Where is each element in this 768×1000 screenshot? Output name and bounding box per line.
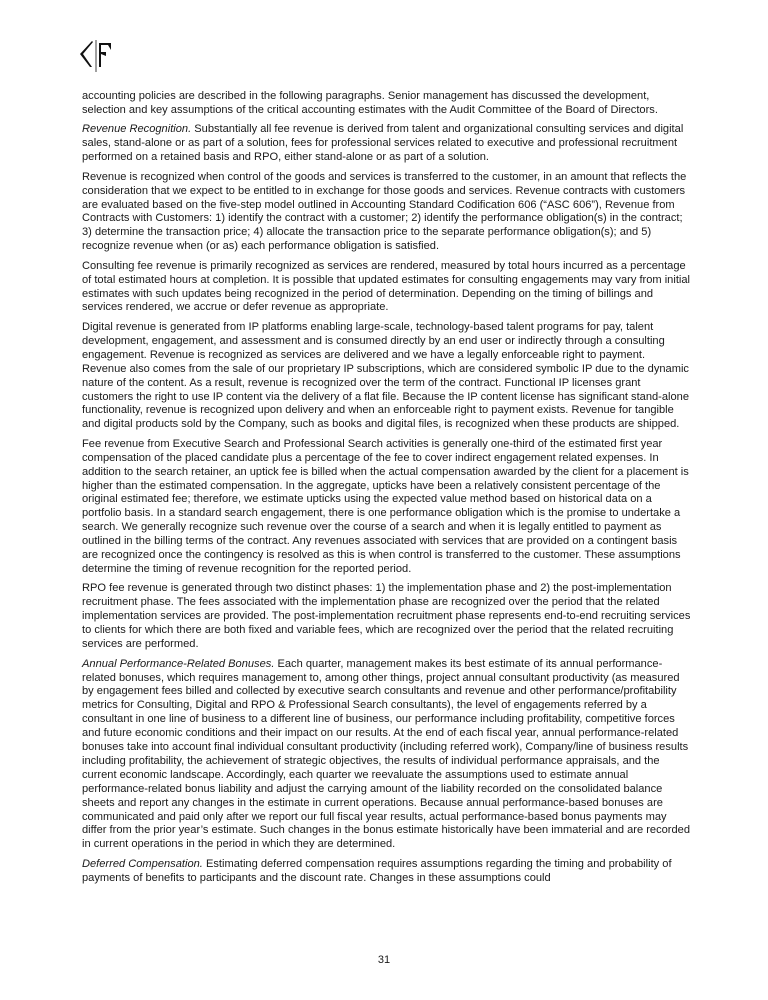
paragraph: Digital revenue is generated from IP platforms enabling large-scale, technology-based talent programs for pay, talent development, engagement, and assessment and is consumed directly by an end user or indirectly through a consulting engagement. Revenue is recognized as services are delivered and we have a legally enforceable right to payment. Revenue also comes from the sale of our proprietary IP subscriptions, which are considered symbolic IP due to the dynamic nature of the content. As a result, revenue is recognized over the term of the contract. Functional IP licenses grant customers the right to use IP content via the delivery of a flat file. Because the IP content license has significant stand-alone functionality, revenue is recognized upon delivery and when an enforceable right to payment exists. Revenue for tangible and digital products sold by the Company, such as books and digital files, is recognized when these products are shipped. xyxy=(82,320,690,431)
company-logo xyxy=(78,38,118,78)
paragraph: accounting policies are described in the following paragraphs. Senior management has discussed the development, selection and key assumptions of the critical accounting estimates with the Audit Committee of the Board of Directors. xyxy=(82,90,658,116)
section-lead: Revenue Recognition. xyxy=(82,123,192,136)
paragraph: RPO fee revenue is generated through two distinct phases: 1) the implementation phase and 2) the post-implementation recruitment phase. The fees associated with the implementation phase are recognized over the period that the related implementation services are provided. The post-implementation recruitment phase represents end-to-end recruiting services to clients for which there are both fixed and variable fees, which are recognized over the period that the related recruiting services are performed. xyxy=(82,582,691,651)
document-body xyxy=(82,90,692,891)
page-number: 31 xyxy=(377,954,391,966)
paragraph: Consulting fee revenue is primarily recognized as services are rendered, measured by total hours incurred as a percentage of total estimated hours at completion. It is possible that updated estimates for consulting engagements may vary from initial estimates with such updates being recognized in the period of determination. Depending on the timing of billings and services rendered, we accrue or defer revenue as appropriate. xyxy=(82,259,691,314)
paragraph: Revenue is recognized when control of the goods and services is transferred to the customer, in an amount that reflects the consideration that we expect to be entitled to in exchange for those goods and services. Revenue contracts with customers are evaluated based on the five-step model outlined in Accounting Standard Codification 606 (“ASC 606”), Revenue from Contracts with Customers: 1) identify the contract with a customer; 2) identify the performance obligation(s) in the contract; 3) determine the transaction price; 4) allocate the transaction price to the separate performance obligation(s); and 5) recognize revenue when (or as) each performance obligation is satisfied. xyxy=(82,170,687,253)
section-lead: Deferred Compensation. xyxy=(82,857,203,870)
paragraph-revenue-recognition: Revenue Recognition. Substantially all fee revenue is derived from talent and organizational consulting services and digital sales, stand-alone or as part of a solution, fees for professional services related to executive and professional recruitment performed on a retained basis and RPO, either stand-alone or as part of a solution. xyxy=(82,123,684,164)
paragraph-deferred-compensation: Deferred Compensation. Estimating deferred compensation requires assumptions regarding the timing and probability of payments of benefits to participants and the discount rate. Changes in these assumptions could xyxy=(82,857,672,884)
paragraph-annual-bonuses: Annual Performance-Related Bonuses. Each quarter, management makes its best estimate of its annual performance-related bonuses, which requires management to, among other things, project annual consultant productivity (as measured by engagement fees billed and collected by executive search consultants and revenue and other performance/profitability metrics for Consulting, Digital and RPO & Professional Search consultants), the level of engagements referred by a consultant in one line of business to a different line of business, our performance including profitability, competitive forces and future economic conditions and their impact on our results. At the end of each fiscal year, annual performance-related bonuses take into account final individual consultant productivity (including referred work), Company/line of business results including profitability, the achievement of strategic objectives, the results of individual performance appraisals, and the current economic landscape. Accordingly, each quarter we reevaluate the assumptions used to estimate annual performance-related bonus liability and adjust the carrying amount of the liability recorded on the consolidated balance sheets and report any changes in the estimate in current operations. Because annual performance-based bonuses are communicated and paid only after we report our full fiscal year results, actual performance-based bonus payments may differ from the prior year’s estimate. Such changes in the bonus estimate historically have been immaterial and are recorded in current operations in the period in which they are determined. xyxy=(82,657,691,851)
section-lead: Annual Performance-Related Bonuses. xyxy=(82,657,275,670)
paragraph: Fee revenue from Executive Search and Professional Search activities is generally one-third of the estimated first year compensation of the placed candidate plus a percentage of the fee to cover indirect engagement related expenses. In addition to the search retainer, an uptick fee is billed when the actual compensation awarded by the client for a placement is higher than the estimated compensation. In the aggregate, upticks have been a relatively consistent percentage of the original estimated fee; therefore, we estimate upticks using the expected value method based on historical data on a portfolio basis. In a standard search engagement, there is one performance obligation which is the promise to undertake a search. We generally recognize such revenue over the course of a search and when it is legally entitled to payment as outlined in the billing terms of the contract. Any revenues associated with services that are provided on a contingent basis are recognized once the contingency is resolved as this is when control is transferred to the customer. These assumptions determine the timing of revenue recognition for the reported period. xyxy=(82,437,689,575)
